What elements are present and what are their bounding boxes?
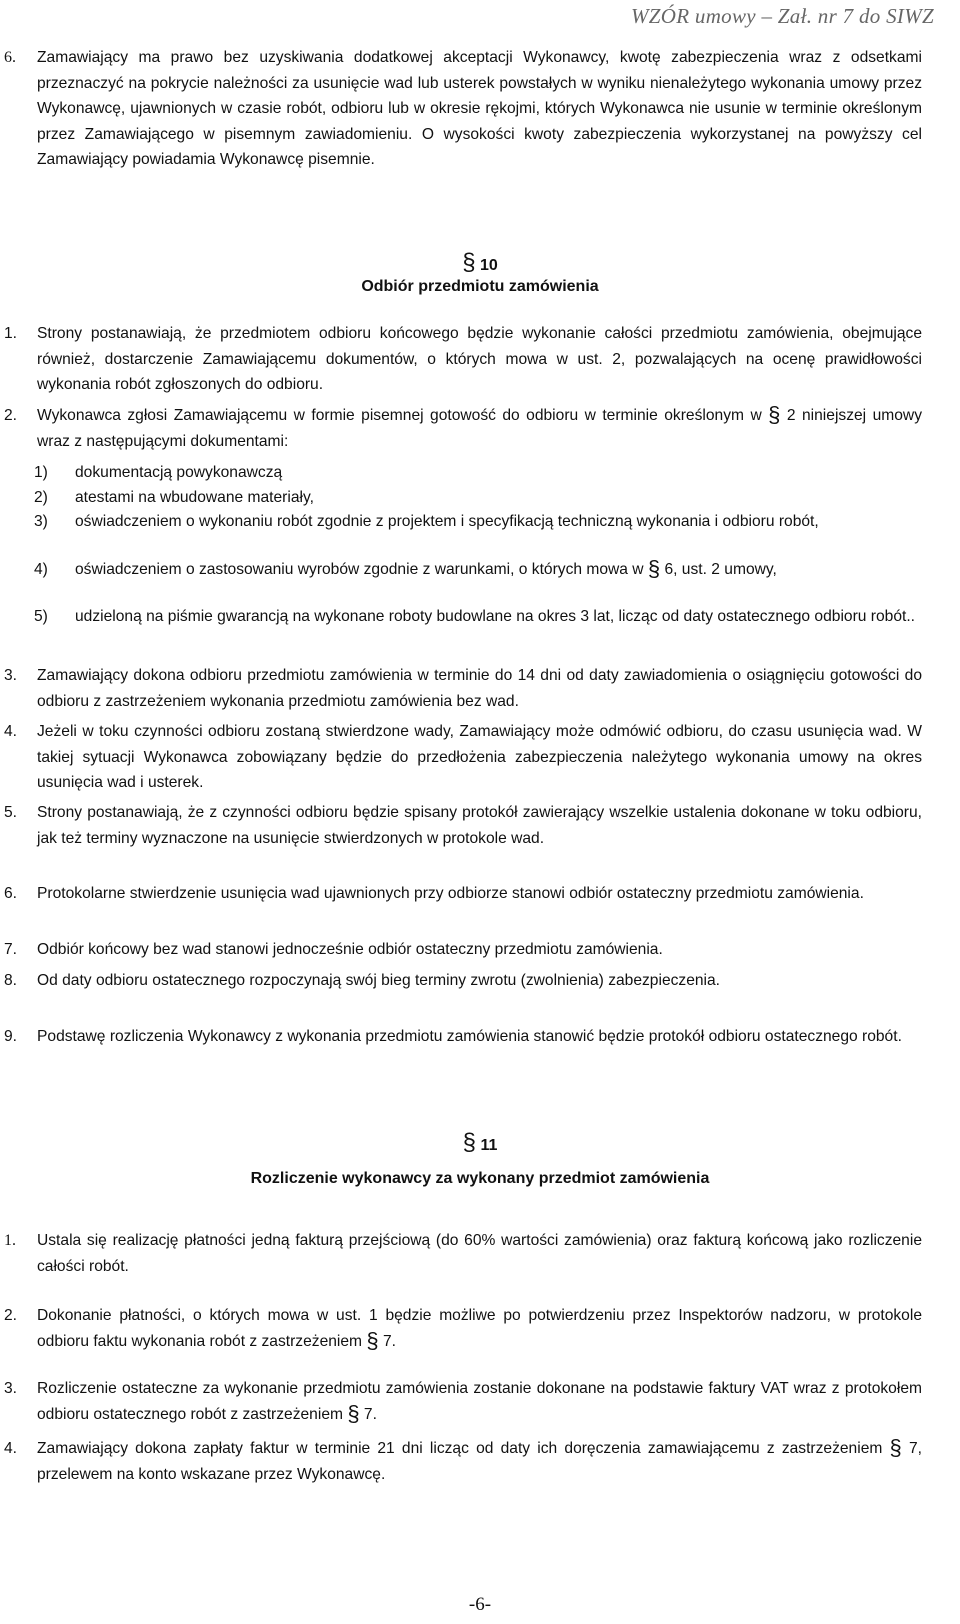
section-10-paragraph-5 — [4, 800, 922, 851]
list-item-number: 2) — [34, 489, 48, 506]
section-symbol: § — [889, 1435, 902, 1460]
list-item — [34, 604, 923, 630]
paragraph-number: 8. — [4, 972, 18, 989]
section-10-paragraph-6 — [4, 881, 922, 907]
section-11-paragraph-3 — [4, 1376, 922, 1427]
list-item-number: 4) — [34, 561, 48, 578]
list-item-number: 1) — [34, 464, 48, 481]
section-10-paragraph-9 — [4, 1024, 922, 1050]
section-10-title: Odbiór przedmiotu zamówienia — [361, 278, 599, 295]
paragraph-text: Zamawiający dokona odbioru przedmiotu zamówienia w terminie do 14 dni od daty zawiadomienia o osiągnięciu gotowości do odbioru z zastrzeżeniem wykonania przedmiotu zamówienia bez wad. — [37, 667, 922, 710]
section-10-paragraph-7 — [4, 937, 922, 963]
list-item-number: 5) — [34, 608, 48, 625]
paragraph-text: Strony postanawiają, że przedmiotem odbioru końcowego będzie wykonanie całości przedmiotu zamówienia, obejmujące również, dostarczenie Zamawiającemu dokumentów, o których mowa w ust. 2, pozwalających na ocenę prawidłowości wykonania robót zgłoszonych do odbioru. — [37, 325, 922, 393]
paragraph-number: 1. — [4, 1232, 16, 1249]
list-item-text-b: 6, ust. 2 umowy, — [660, 561, 777, 578]
list-item — [34, 556, 923, 583]
section-10-paragraph-4 — [4, 719, 922, 796]
paragraph-text: Zamawiający ma prawo bez uzyskiwania dodatkowej akceptacji Wykonawcy, kwotę zabezpieczenia wraz z odsetkami przeznaczyć na pokrycie należności za usunięcie wad lub usterek powstałych w wyniku nienależytego wykonania umowy przez Wykonawcę, ujawnionych w czasie robót, odbioru lub w okresie rękojmi, których Wykonawca nie usunie w terminie określonym przez Zamawiającego w pisemnym zawiadomieniu. O wysokości kwoty zabezpieczenia wykorzystanej na powyższy cel Zamawiający powiadamia Wykonawcę pisemnie. — [37, 49, 922, 168]
paragraph-text-a: Rozliczenie ostateczne za wykonanie przedmiotu zamówienia zostanie dokonane na podstawie faktury VAT wraz z protokołem odbioru ostatecznego robót z zastrzeżeniem — [37, 1380, 922, 1423]
paragraph-number: 2. — [4, 1307, 18, 1324]
paragraph-text: Ustala się realizację płatności jedną fakturą przejściową (do 60% wartości zamówienia) oraz fakturą końcową jako rozliczenie całości robót. — [37, 1232, 922, 1275]
paragraph-text: Strony postanawiają, że z czynności odbioru będzie spisany protokół zawierający wszelkie ustalenia dokonane w toku odbioru, jak też terminy wyznaczone na usunięcie stwierdzonych w protokole wad. — [37, 804, 922, 847]
section-11-paragraph-1 — [4, 1228, 922, 1279]
list-item-text: atestami na wbudowane materiały, — [75, 489, 314, 506]
list-item — [34, 509, 923, 535]
section-number: 10 — [480, 257, 498, 274]
paragraph-text-b: 7. — [378, 1332, 396, 1350]
list-item-text: udzieloną na piśmie gwarancją na wykonane roboty budowlane na okres 3 lat, licząc od daty ostatecznego odbioru robót.. — [75, 608, 915, 625]
paragraph-number: 2. — [4, 407, 18, 424]
section-10-paragraph-2 — [4, 402, 922, 454]
paragraph-text-a: Dokonanie płatności, o których mowa w ust. 1 będzie możliwe po potwierdzeniu przez Inspektorów nadzoru, w protokole odbioru faktu wykonania robót z zastrzeżeniem — [37, 1307, 922, 1350]
paragraph-text: Protokolarne stwierdzenie usunięcia wad ujawnionych przy odbiorze stanowi odbiór ostateczny przedmiotu zamówienia. — [37, 885, 864, 902]
paragraph-number: 1. — [4, 325, 18, 342]
section-11-paragraph-4 — [4, 1435, 922, 1487]
paragraph-text-b: 7, przelewem na konto wskazane przez Wykonawcę. — [37, 1440, 922, 1483]
page-header: WZÓR umowy – Zał. nr 7 do SIWZ — [630, 4, 934, 28]
page-number: -6- — [468, 1594, 492, 1615]
paragraph-number: 6. — [4, 49, 16, 66]
list-item-text: dokumentacją powykonawczą — [75, 464, 283, 481]
section-symbol: § — [647, 556, 661, 581]
paragraph-number: 7. — [4, 941, 18, 958]
paragraph-number: 3. — [4, 1380, 18, 1397]
list-item — [34, 485, 923, 511]
paragraph-text-b: 2 niniejszej umowy wraz z następującymi dokumentami: — [37, 407, 922, 450]
section-10-paragraph-8 — [4, 968, 922, 994]
section-symbol: § — [462, 249, 476, 276]
section-symbol: § — [462, 1129, 476, 1156]
paragraph-number: 4. — [4, 1440, 18, 1457]
paragraph-text-b: 7. — [359, 1405, 377, 1423]
section-10-paragraph-1 — [4, 321, 922, 398]
paragraph-number: 9. — [4, 1028, 18, 1045]
list-item-text-a: oświadczeniem o zastosowaniu wyrobów zgodnie z warunkami, o których mowa w — [75, 561, 648, 578]
paragraph-number: 3. — [4, 667, 18, 684]
section-number: 11 — [480, 1137, 498, 1154]
section-symbol: § — [347, 1400, 360, 1426]
paragraph-number: 6. — [4, 885, 18, 902]
paragraph-number: 4. — [4, 723, 18, 740]
paragraph-text: Odbiór końcowy bez wad stanowi jednocześnie odbiór ostateczny przedmiotu zamówienia. — [37, 941, 663, 958]
section-11-number — [0, 1130, 960, 1158]
paragraph-text: Od daty odbioru ostatecznego rozpoczynają swój bieg terminy zwrotu (zwolnienia) zabezpieczenia. — [37, 972, 721, 989]
paragraph-text: Podstawę rozliczenia Wykonawcy z wykonania przedmiotu zamówienia stanowić będzie protokół odbioru ostatecznego robót. — [37, 1028, 902, 1045]
list-item-text: oświadczeniem o wykonaniu robót zgodnie z projektem i specyfikacją techniczną wykonania i odbioru robót, — [75, 513, 819, 530]
paragraph-text-a: Wykonawca zgłosi Zamawiającemu w formie pisemnej gotowość do odbioru w terminie określonym w — [37, 407, 769, 424]
paragraph-6 — [4, 45, 922, 173]
section-11-paragraph-2 — [4, 1303, 922, 1354]
paragraph-number: 5. — [4, 804, 18, 821]
section-symbol: § — [768, 402, 781, 427]
section-symbol: § — [366, 1327, 379, 1353]
list-item — [34, 460, 923, 486]
paragraph-text: Jeżeli w toku czynności odbioru zostaną stwierdzone wady, Zamawiający może odmówić odbioru, do czasu usunięcia wad. W takiej sytuacji Wykonawca zobowiązany będzie do przedłożenia zabezpieczenia należytego wykonania umowy na okres usunięcia wad i usterek. — [37, 723, 922, 791]
list-item-number: 3) — [34, 513, 48, 530]
section-11-title: Rozliczenie wykonawcy za wykonany przedmiot zamówienia — [250, 1170, 710, 1187]
paragraph-text-a: Zamawiający dokona zapłaty faktur w terminie 21 dni licząc od daty ich doręczenia zamawiającemu z zastrzeżeniem — [37, 1440, 890, 1457]
section-10-paragraph-3 — [4, 663, 922, 714]
